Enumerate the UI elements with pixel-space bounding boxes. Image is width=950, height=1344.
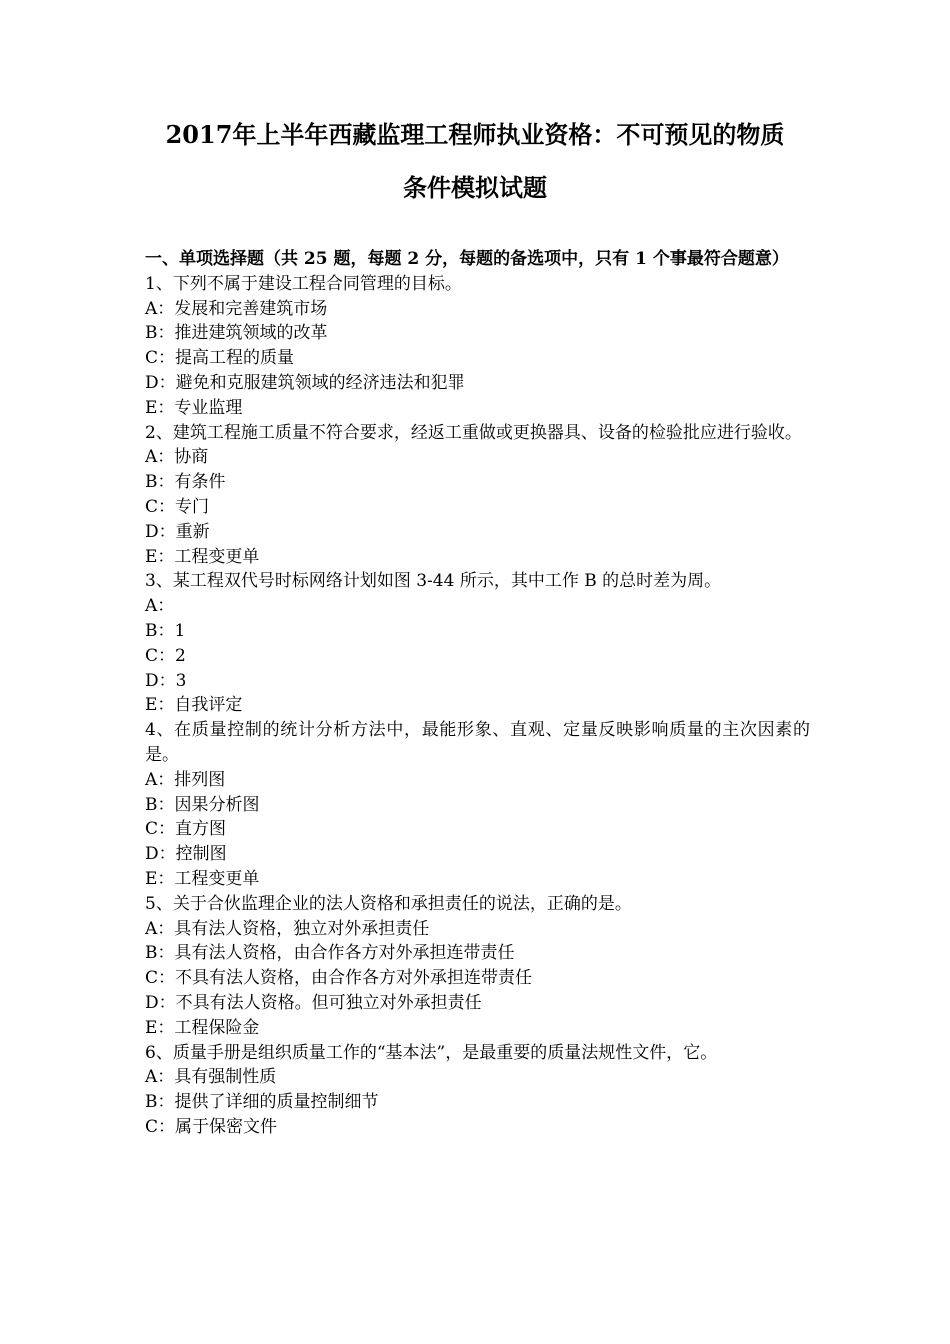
option-c: C：2	[145, 645, 186, 666]
option-d: D：避免和克服建筑领域的经济违法和犯罪	[145, 372, 465, 393]
question-5	[145, 892, 810, 1041]
option-a: A：协商	[145, 447, 209, 468]
option-e: E：专业监理	[145, 397, 243, 418]
question-stem: 4、在质量控制的统计分析方法中，最能形象、直观、定量反映影响质量的主次因素的是。	[145, 720, 810, 765]
question-1	[145, 272, 810, 421]
option-b: B：具有法人资格，由合作各方对外承担连带责任	[145, 943, 515, 964]
option-b: B：1	[145, 620, 186, 641]
question-stem: 1、下列不属于建设工程合同管理的目标。	[145, 273, 462, 294]
question-4	[145, 718, 810, 892]
option-c: C：不具有法人资格，由合作各方对外承担连带责任	[145, 968, 533, 989]
option-a: A：发展和完善建筑市场	[145, 298, 328, 319]
option-b: B：因果分析图	[145, 794, 260, 815]
question-stem: 3、某工程双代号时标网络计划如图 3-44 所示，其中工作 B 的总时差为周。	[145, 571, 722, 592]
option-a: A：具有法人资格，独立对外承担责任	[145, 918, 430, 939]
document-body	[145, 247, 810, 1140]
option-c: C：直方图	[145, 819, 227, 840]
question-stem: 2、建筑工程施工质量不符合要求，经返工重做或更换器具、设备的检验批应进行验收。	[145, 422, 802, 443]
document-title-line-1: 2017年上半年西藏监理工程师执业资格：不可预见的物质	[165, 120, 785, 149]
option-d: D：控制图	[145, 844, 227, 865]
option-e: E：工程变更单	[145, 868, 260, 889]
option-c: C：属于保密文件	[145, 1116, 278, 1137]
section-heading: 一、单项选择题（共 25 题，每题 2 分，每题的备选项中，只有 1 个事最符合题意）	[145, 249, 789, 269]
question-stem: 5、关于合伙监理企业的法人资格和承担责任的说法，正确的是。	[145, 893, 632, 914]
option-b: B：推进建筑领域的改革	[145, 323, 328, 344]
option-a: A：具有强制性质	[145, 1067, 277, 1088]
option-e: E：工程变更单	[145, 546, 260, 567]
question-2	[145, 421, 810, 570]
option-a: A：	[145, 596, 175, 617]
option-b: B：提供了详细的质量控制细节	[145, 1092, 379, 1113]
option-d: D：3	[145, 670, 187, 691]
option-d: D：重新	[145, 521, 210, 542]
option-c: C：专门	[145, 496, 210, 517]
question-6	[145, 1041, 810, 1140]
question-stem: 6、质量手册是组织质量工作的“基本法”，是最重要的质量法规性文件，它。	[145, 1042, 718, 1063]
option-c: C：提高工程的质量	[145, 348, 295, 369]
option-d: D：不具有法人资格。但可独立对外承担责任	[145, 992, 482, 1013]
question-3	[145, 569, 810, 718]
document-title-line-2: 条件模拟试题	[403, 173, 547, 202]
option-b: B：有条件	[145, 472, 226, 493]
option-e: E：工程保险金	[145, 1017, 260, 1038]
option-a: A：排列图	[145, 769, 226, 790]
option-e: E：自我评定	[145, 695, 243, 716]
